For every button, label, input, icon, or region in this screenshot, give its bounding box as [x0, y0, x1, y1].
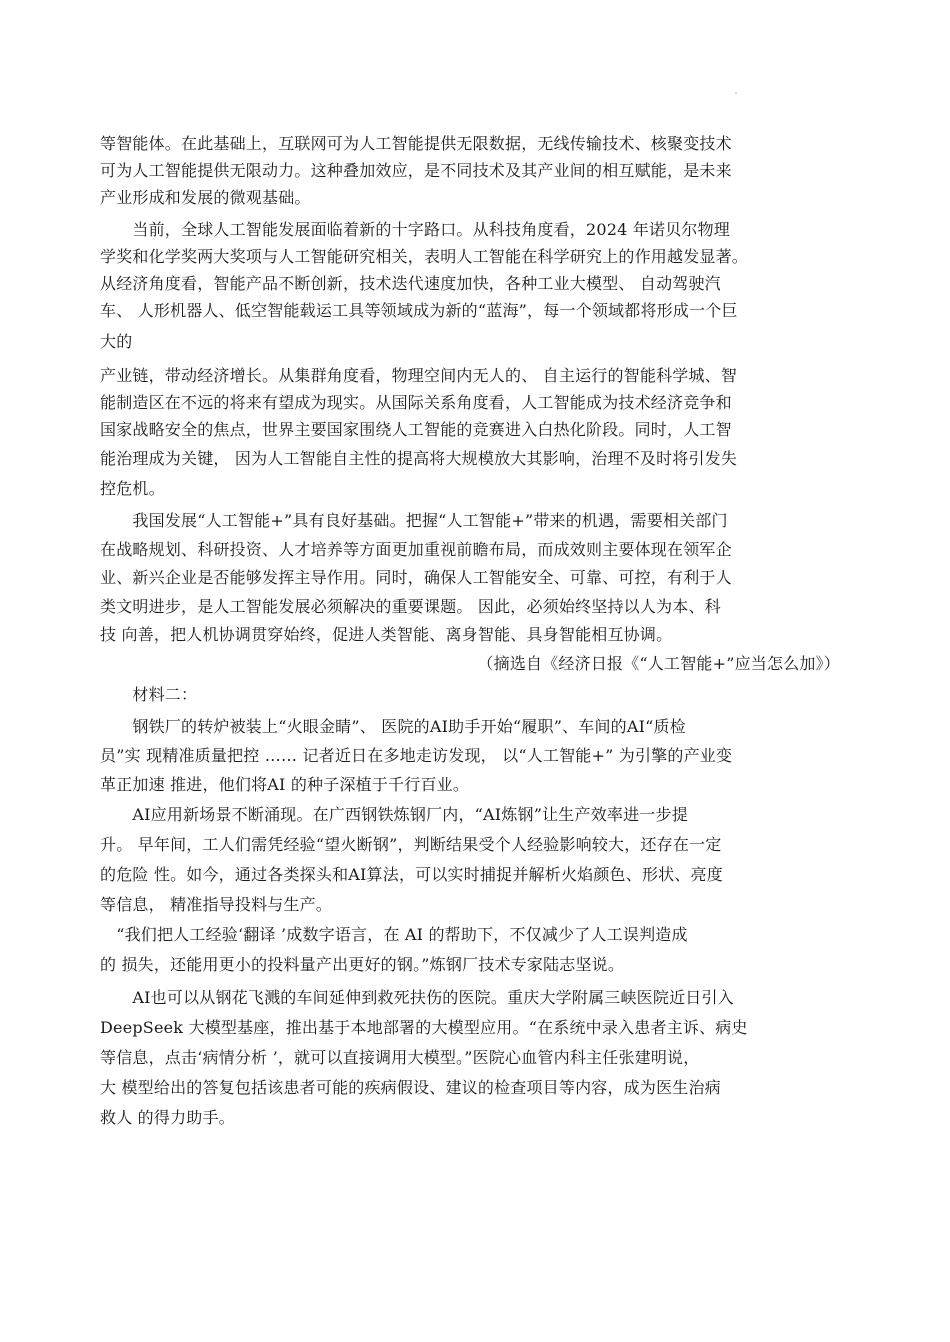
- text-line: 的 损失，还能用更小的投料量产出更好的钢。”炼钢厂技术专家陆志坚说。: [100, 955, 625, 974]
- text-line: 大的: [100, 332, 133, 351]
- text-line: 控危机。: [100, 479, 165, 498]
- text-line: 业、新兴企业是否能够发挥主导作用。同时，确保人工智能安全、可靠、可控，有利于人: [100, 568, 732, 587]
- paragraph-start: AI应用新场景不断涌现。在广西钢铁炼钢厂内，“AI炼钢”让生产效率进一步提: [100, 805, 688, 824]
- text-line: 的危险 性。如今，通过各类探头和AI算法，可以实时捕捉并解析火焰颜色、形状、亮度: [100, 865, 723, 884]
- paragraph-start: “我们把人工经验‘翻译 ’成数字语言，在 AI 的帮助下，不仅减少了人工误判造成: [100, 925, 688, 944]
- text-line: 能治理成为关键， 因为人工智能自主性的提高将大规模放大其影响，治理不及时将引发失: [100, 449, 738, 468]
- paragraph-start: AI也可以从钢花飞溅的车间延伸到救死扶伤的医院。重庆大学附属三峡医院近日引入: [100, 988, 734, 1007]
- text-line: 产业链，带动经济增长。从集群角度看，物理空间内无人的、 自主运行的智能科学城、智: [100, 366, 738, 385]
- text-line: 可为人工智能提供无限动力。这种叠加效应，是不同技术及其产业间的相互赋能，是未来: [100, 161, 732, 180]
- text-line: 等信息，点击‘病情分析 ’，就可以直接调用大模型。”医院心血管内科主任张建明说，: [100, 1048, 700, 1067]
- scan-speck: [735, 92, 737, 94]
- text-line: 技 向善，把人机协调贯穿始终，促进人类智能、离身智能、具身智能相互协调。: [100, 625, 673, 644]
- section-heading: 材料二：: [100, 685, 198, 704]
- text-line: 车、 人形机器人、低空智能载运工具等领域成为新的“蓝海”，每一个领域都将形成一个巨: [100, 301, 738, 320]
- text-line: 产业形成和发展的微观基础。: [100, 188, 311, 207]
- text-line: 员”实 现精准质量把控 …… 记者近日在多地走访发现， 以“人工智能+” 为引擎的产业变: [100, 746, 733, 765]
- text-line: 从经济角度看，智能产品不断创新，技术迭代速度加快，各种工业大模型、 自动驾驶汽: [100, 274, 721, 293]
- text-line: 革正加速 推进，他们将AI 的种子深植于千行百业。: [100, 775, 470, 794]
- text-line: 能制造区在不远的将来有望成为现实。从国际关系角度看，人工智能成为技术经济竞争和: [100, 393, 732, 412]
- text-line: 等信息， 精准指导投料与生产。: [100, 895, 333, 914]
- text-line: 学奖和化学奖两大奖项与人工智能研究相关，表明人工智能在科学研究上的作用越发显著。: [100, 247, 749, 266]
- text-line: 大 模型给出的答复包括该患者可能的疾病假设、建议的检查项目等内容，成为医生治病: [100, 1078, 721, 1097]
- text-line: 国家战略安全的焦点，世界主要国家围绕人工智能的竞赛进入白热化阶段。同时，人工智: [100, 420, 732, 439]
- text-line: 类文明进步，是人工智能发展必须解决的重要课题。 因此，必须始终坚持以人为本、科: [100, 597, 721, 616]
- text-line: 升。 早年间，工人们需凭经验“望火断钢”，判断结果受个人经验影响较大，还存在一定: [100, 835, 722, 854]
- text-line: 救人 的得力助手。: [100, 1108, 235, 1127]
- text-line: 在战略规划、科研投资、人才培养等方面更加重视前瞻布局，而成效则主要体现在领军企: [100, 540, 732, 559]
- paragraph-start: 钢铁厂的转炉被装上“火眼金睛”、 医院的AI助手开始“履职”、车间的AI“质检: [100, 717, 686, 736]
- text-line: 等智能体。在此基础上，互联网可为人工智能提供无限数据，无线传输技术、核聚变技术: [100, 134, 732, 153]
- paragraph-start: 我国发展“人工智能+”具有良好基础。把握“人工智能+”带来的机遇，需要相关部门: [100, 511, 728, 530]
- text-line: DeepSeek 大模型基座，推出基于本地部署的大模型应用。“在系统中录入患者主诉、病史: [100, 1018, 748, 1037]
- source-citation: （摘选自《经济日报《“人工智能+”应当怎么加》）: [477, 654, 840, 673]
- paragraph-start: 当前，全球人工智能发展面临着新的十字路口。从科技角度看，2024 年诺贝尔物理: [100, 220, 731, 239]
